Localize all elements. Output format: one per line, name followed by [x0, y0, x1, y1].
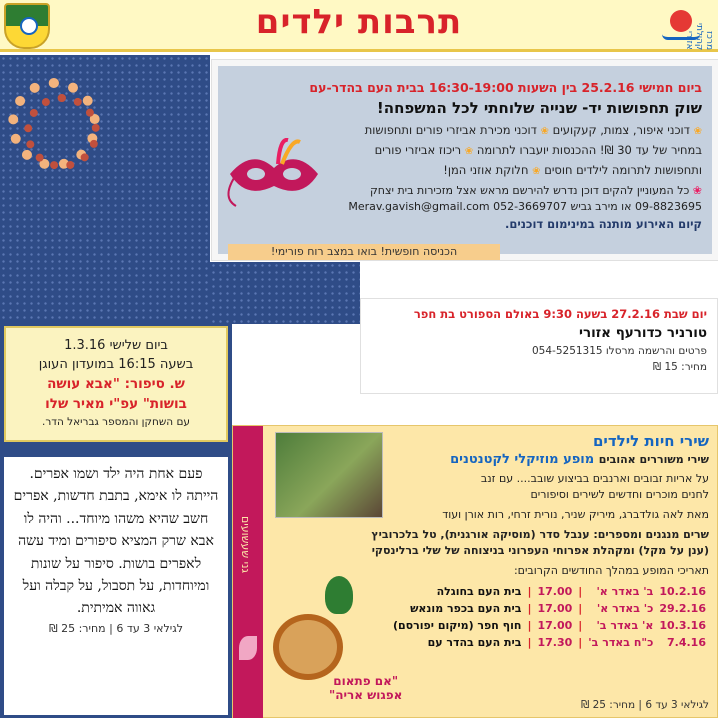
- time-cell: 17.00: [537, 602, 573, 615]
- place-cell: בית העם בכפר מונאש: [410, 602, 522, 615]
- event-price: לגילאי 3 עד 6 | מחיר: 25 ₪: [48, 621, 184, 635]
- lion-quote: [329, 674, 402, 702]
- table-row: [390, 583, 709, 600]
- side-label: גני שעשועים: [239, 516, 252, 574]
- carnival-mask-icon: [222, 138, 326, 208]
- date-cell: 10.2.16: [659, 585, 706, 598]
- leaf-icon: [239, 636, 257, 660]
- event-note: קיום האירוע מותנה במינימום דוכנים.: [504, 217, 702, 231]
- text: דוכני איפור, צמות, קעקועים: [552, 123, 690, 137]
- hebrew-date-cell: ב' באדר א': [596, 585, 654, 598]
- text: מופע מוזיקלי לקטנטנים: [450, 452, 595, 467]
- text: שירי משוררים אהובים: [598, 453, 709, 466]
- dotted-background: [210, 262, 360, 324]
- event-title: שוק תחפושות יד- שנייה שלוחתי לכל המשפחה!: [376, 99, 702, 117]
- children-circle-illustration: [8, 78, 100, 170]
- event-title: ש. סיפור: "אבא עושה: [47, 376, 185, 392]
- separator: |: [578, 585, 583, 598]
- page-title: תרבות ילדים: [255, 2, 463, 42]
- text: (ענן על מקל) ומקהלת אפרוחי העפרוני בניצוחה של שלי ברלינסקי: [371, 544, 709, 557]
- text: שרים מנגנים ומספרים: ענבל סדר (מוסיקה אורגנית), טל בלכרוביץ: [371, 528, 709, 541]
- text: ותחפושות לתרומה לילדים חוסים: [544, 163, 702, 177]
- separator: |: [527, 585, 532, 598]
- separator: |: [527, 619, 532, 632]
- text: במחיר של עד 30 ₪! ההכנסות יועברו לתרומה: [476, 143, 702, 157]
- flower-icon: ❀: [693, 126, 702, 137]
- time-cell: 17.00: [537, 585, 573, 598]
- hebrew-date-cell: א' באדר ב': [596, 619, 654, 632]
- logo-text: מרכז קהילתי אזורי: [684, 22, 714, 50]
- flower-icon: ❀: [540, 126, 549, 137]
- dates-heading: תאריכי המופע במהלך החודשים הקרובים:: [513, 564, 709, 577]
- text: מאת לאה גולדברג, מיריק שניר, נורית זרחי, רות אורן ועוד: [442, 508, 709, 521]
- table-row: [390, 634, 709, 651]
- separator: |: [578, 619, 583, 632]
- text: כל המעוניין להקים דוכן נדרש להירשם מראש אצל מזכירות בית יצחק: [369, 184, 690, 197]
- hebrew-date-cell: כ' באדר א': [596, 602, 654, 615]
- flower-icon: ❀: [464, 146, 474, 157]
- date-cell: 29.2.16: [659, 602, 706, 615]
- separator: |: [527, 636, 532, 649]
- text: על אריות זבובים וארנבים בביצוע שובב.... עם זנב: [480, 472, 709, 485]
- table-row: [390, 617, 709, 634]
- separator: |: [578, 636, 583, 649]
- separator: |: [527, 602, 532, 615]
- story-description-card: [4, 457, 228, 715]
- event-subtitle: [269, 452, 709, 467]
- story-event-card: [4, 326, 228, 442]
- text: לחנים מוכרים וחדשים לשירים וסיפורים: [530, 488, 709, 501]
- event-title: שירי חיות לילדים: [592, 432, 709, 450]
- hebrew-date-cell: כ"ח באדר ב': [588, 636, 654, 649]
- event-description: [342, 121, 702, 181]
- text: אפגוש אריה": [329, 688, 403, 702]
- event-title: טורניר כדורעף אזורי: [579, 325, 707, 341]
- event-date: ביום חמישי 25.2.16 בין השעות 16:30-19:00 בבית העם בהדר-עם: [309, 80, 702, 95]
- story-text: פעם אחת היה ילד ושמו אפרים. הייתה לו אימא, בתבת חדשות, אפרים חשב שהיא משהו מיוחד... והיה לו אבא שרק המציא סיפורים ומיד עשה לאפרים בושות. סיפור על שונות ומיוחדות, על תסבול, על קבלה ועל גאווה אמיתית.: [13, 466, 219, 617]
- event-date: ביום שלישי 1.3.16: [64, 338, 168, 353]
- event-price: מחיר: 15 ₪: [652, 361, 707, 373]
- lion-icon: [273, 614, 343, 680]
- event-credits: עם השחקן והמספר גבריאל הדר.: [41, 416, 191, 428]
- place-cell: בית העם בהדר עם: [427, 636, 522, 649]
- separator: |: [578, 602, 583, 615]
- concert-content: [269, 432, 709, 713]
- text: 09-8823695 או מירב גביש 052-3669707 Merav.gavish@gmail.com: [348, 200, 702, 213]
- event-time: בשעה 16:15 במועדון העוגן: [38, 357, 194, 372]
- place-cell: חוף חפר (מיקום יפורסם): [392, 619, 522, 632]
- flower-icon: ❀: [532, 166, 541, 177]
- text: דוכני מכירת אביזרי פורים ותחפושות: [364, 123, 537, 137]
- flower-icon: ❀: [689, 184, 702, 197]
- concert-event-card: [232, 425, 718, 718]
- place-cell: בית העם בחוגלה: [436, 585, 522, 598]
- entry-banner: הכניסה חופשית! בואו במצב רוח פורימי!: [228, 244, 500, 260]
- table-row: [390, 600, 709, 617]
- council-logo-icon: [648, 2, 714, 50]
- event-info: פרטים והרשמה מרסלו 054-5251315: [532, 345, 707, 357]
- header: [0, 0, 718, 52]
- text: ריכוז אביזרי פורים: [374, 143, 462, 157]
- parrot-icon: [325, 576, 353, 614]
- side-banner: [233, 426, 263, 718]
- event-title: בושות" עפ"י מאיר שלו: [45, 396, 187, 412]
- date-cell: 10.3.16: [659, 619, 706, 632]
- date-cell: 7.4.16: [667, 636, 706, 649]
- text: חלוקת אוזני המן!: [443, 163, 529, 177]
- event-price: לגילאי 3 עד 6 | מחיר: 25 ₪: [581, 699, 709, 711]
- text: "אם פתאום: [333, 674, 399, 688]
- purim-event-card: [212, 60, 718, 260]
- time-cell: 17.00: [537, 619, 573, 632]
- event-date: יום שבת 27.2.16 בשעה 9:30 באולם הספורט בת חפר: [413, 307, 707, 321]
- tournament-event-card: [360, 298, 718, 394]
- time-cell: 17.30: [537, 636, 573, 649]
- dates-table: [390, 583, 709, 651]
